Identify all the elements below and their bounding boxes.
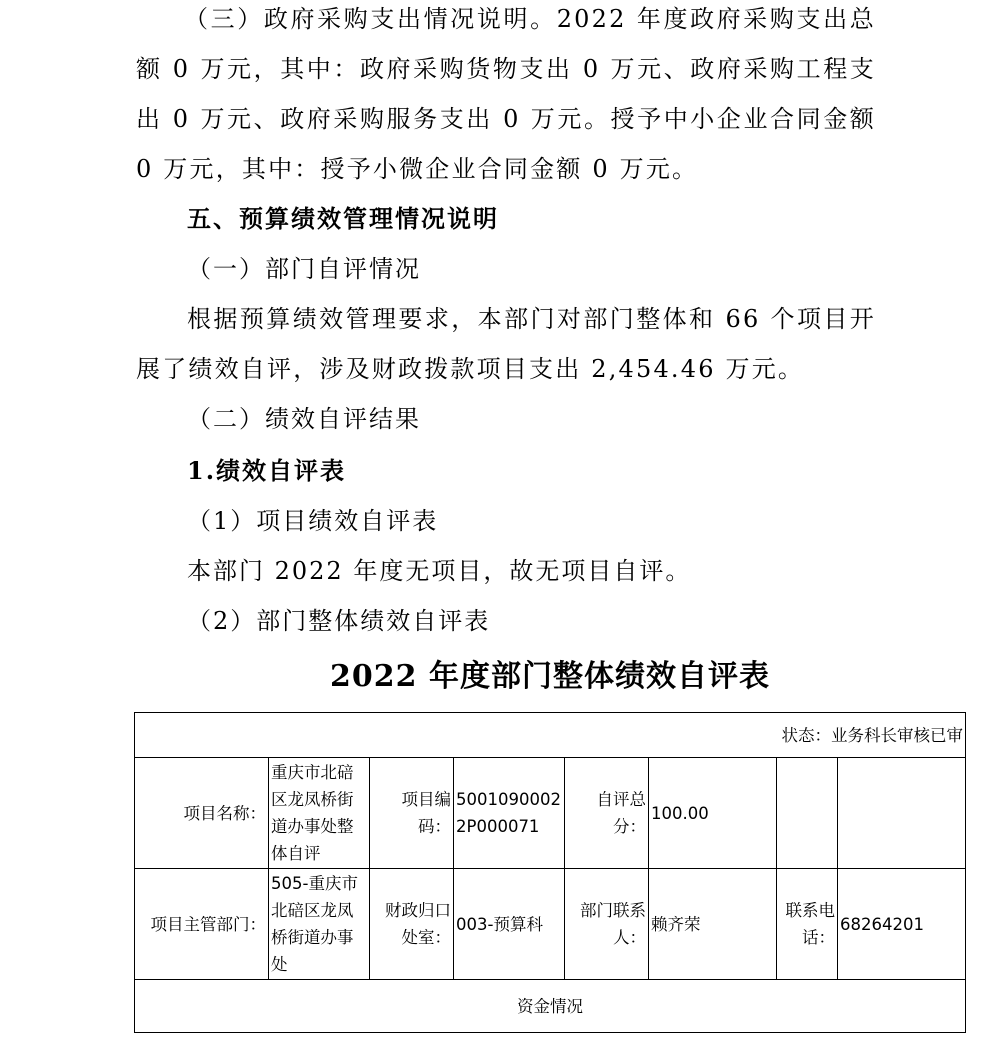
phone-label: 联系电话： — [777, 869, 838, 980]
project-name-label: 项目名称： — [135, 758, 269, 869]
government-procurement-paragraph: （三）政府采购支出情况说明。2022 年度政府采购支出总额 0 万元，其中：政府采购货物支出 0 万元、政府采购工程支出 0 万元、政府采购服务支出 0 万元。授予中小企业合同金额 0 万元，其中：授予小微企业合同金额 0 万元。 — [136, 5, 876, 183]
evaluation-table — [134, 712, 966, 1033]
supervising-dept-value: 505-重庆市北碚区龙凤桥街道办事处 — [269, 869, 370, 980]
total-score-value: 100.00 — [649, 758, 777, 869]
empty-cell — [838, 758, 966, 869]
project-name-value: 重庆市北碚区龙凤桥街道办事处整体自评 — [269, 758, 370, 869]
item-1-heading: 1.绩效自评表 — [187, 456, 347, 485]
section-5-heading: 五、预算绩效管理情况说明 — [187, 204, 499, 233]
item-1-1-text: 本部门 2022 年度无项目，故无项目自评。 — [187, 557, 692, 585]
finance-office-value: 003-预算科 — [454, 869, 565, 980]
total-score-label: 自评总分： — [565, 758, 649, 869]
subsection-2-heading: （二）绩效自评结果 — [187, 405, 421, 433]
self-evaluation-paragraph: 根据预算绩效管理要求，本部门对部门整体和 66 个项目开展了绩效自评，涉及财政拨款项目支出 2,454.46 万元。 — [136, 305, 876, 383]
dept-contact-label: 部门联系人： — [565, 869, 649, 980]
table-title: 2022 年度部门整体绩效自评表 — [330, 659, 770, 694]
project-code-label: 项目编码： — [370, 758, 454, 869]
supervising-dept-label: 项目主管部门： — [135, 869, 269, 980]
finance-office-label: 财政归口处室： — [370, 869, 454, 980]
project-code-value: 50010900022P000071 — [454, 758, 565, 869]
empty-cell — [777, 758, 838, 869]
item-1-2-heading: （2）部门整体绩效自评表 — [187, 607, 491, 635]
dept-contact-value: 赖齐荣 — [649, 869, 777, 980]
phone-value: 68264201 — [838, 869, 966, 980]
item-1-1-heading: （1）项目绩效自评表 — [187, 507, 439, 535]
funds-section-header: 资金情况 — [135, 980, 966, 1033]
status-cell: 状态：业务科长审核已审 — [135, 713, 966, 758]
subsection-1-heading: （一）部门自评情况 — [187, 255, 421, 283]
